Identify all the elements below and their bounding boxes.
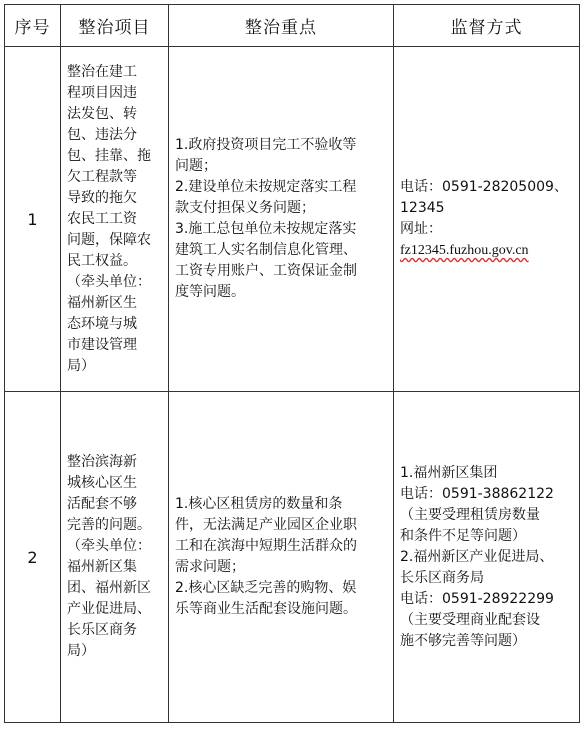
header-index: 序号 [5, 5, 61, 47]
project-line: 包、违法分 [67, 126, 137, 143]
focus-line: 需求问题； [175, 559, 245, 575]
row-number: 1 [5, 47, 61, 392]
focus-line: 件，无法满足产业园区企业职 [175, 517, 357, 533]
supervision-line: 1.福州新区集团 [400, 464, 498, 481]
focus-line: 度等问题。 [175, 284, 245, 300]
project-line: 福州新区集 [67, 559, 137, 575]
project-line: 团、福州新区 [67, 580, 151, 596]
project-line: 整治在建工 [67, 63, 137, 80]
project-line: （牵头单位： [67, 538, 151, 554]
focus-line: 款支付担保义务问题； [175, 200, 315, 216]
supervision-phone: 电话：0591-38862122 [400, 485, 554, 502]
project-line: 态环境与城 [67, 315, 137, 332]
supervision-cell [394, 392, 580, 723]
table-row [5, 47, 580, 392]
project-line: 局） [67, 357, 95, 374]
focus-cell [169, 392, 394, 723]
focus-line: 2.建设单位未按规定落实工程 [175, 179, 357, 195]
website-link[interactable] [400, 240, 573, 261]
focus-line: 2.核心区缺乏完善的购物、娱 [175, 580, 357, 596]
focus-line: 3.施工总包单位未按规定落实 [175, 221, 357, 237]
project-line: 完善的问题。 [67, 517, 151, 533]
focus-line: 问题； [175, 158, 217, 174]
project-line: （牵头单位： [67, 273, 151, 290]
focus-line: 工资专用账户、工资保证金制 [175, 263, 357, 279]
supervision-line: （主要受理商业配套设 [400, 611, 540, 628]
project-line: 城核心区生 [67, 475, 137, 491]
supervision-phone: 电话：0591-28922299 [400, 590, 554, 607]
supervision-line: （主要受理租赁房数量 [400, 506, 540, 523]
project-line: 局） [67, 643, 95, 659]
project-line: 市建设管理 [67, 336, 137, 353]
project-line: 福州新区生 [67, 294, 137, 311]
project-line: 程项目因违 [67, 84, 137, 101]
project-line: 民工权益。 [67, 252, 137, 269]
supervision-line: 网址： [400, 221, 442, 237]
project-line: 活配套不够 [67, 496, 137, 512]
project-line: 问题，保障农 [67, 231, 151, 248]
supervision-phone: 电话：0591-28205009、 [400, 179, 568, 195]
project-line: 农民工工资 [67, 210, 137, 227]
supervision-line: 12345 [400, 200, 445, 216]
table-header-row [5, 5, 580, 47]
supervision-line: 和条件不足等问题） [400, 527, 526, 544]
supervision-cell [394, 47, 580, 392]
table-row [5, 392, 580, 723]
rectification-table [4, 4, 580, 723]
focus-line: 乐等商业生活配套设施问题。 [175, 601, 357, 617]
focus-line: 1.政府投资项目完工不验收等 [175, 137, 357, 153]
project-line: 产业促进局、 [67, 601, 151, 617]
header-project: 整治项目 [61, 5, 169, 47]
project-line: 欠工程款等 [67, 168, 137, 185]
focus-line: 1.核心区租赁房的数量和条 [175, 496, 343, 512]
project-line: 整治滨海新 [67, 454, 137, 470]
project-line: 导致的拖欠 [67, 189, 137, 206]
supervision-line: 长乐区商务局 [400, 569, 484, 586]
supervision-line: 2.福州新区产业促进局、 [400, 548, 554, 565]
focus-line: 建筑工人实名制信息化管理、 [175, 242, 357, 258]
supervision-line: 施不够完善等问题） [400, 632, 526, 649]
header-supervision: 监督方式 [394, 5, 580, 47]
project-line: 包、挂靠、拖 [67, 147, 151, 164]
project-line: 长乐区商务 [67, 622, 137, 638]
project-line: 法发包、转 [67, 105, 137, 122]
website-text: fz12345.fuzhou.gov.cn [400, 243, 529, 258]
row-number: 2 [5, 392, 61, 723]
header-focus: 整治重点 [169, 5, 394, 47]
focus-cell [169, 47, 394, 392]
project-cell [61, 392, 169, 723]
focus-line: 工和在滨海中短期生活群众的 [175, 538, 357, 554]
project-cell [61, 47, 169, 392]
